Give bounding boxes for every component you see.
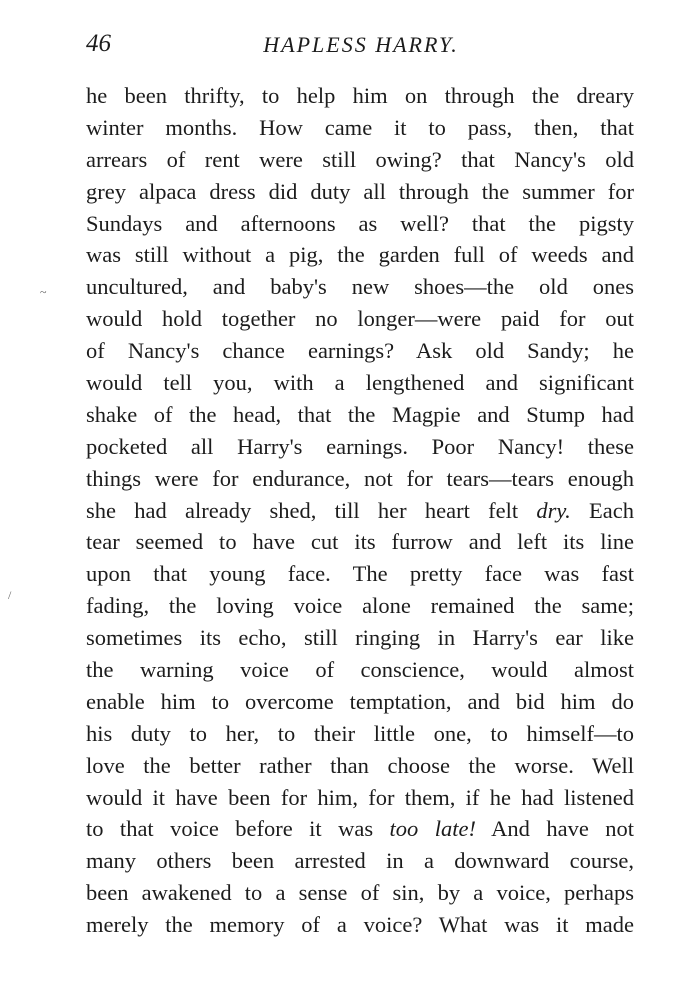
text-line xyxy=(86,495,634,527)
text-line: grey alpaca dress did duty all through the summer for xyxy=(86,178,634,204)
text-line: tear seemed to have cut its furrow and left its line xyxy=(86,529,634,555)
text-line: would it have been for him, for them, if he had listened xyxy=(86,784,634,810)
text-line: many others been arrested in a downward course, xyxy=(86,848,634,874)
text-line: merely the memory of a voice? What was it made xyxy=(86,912,634,938)
running-head xyxy=(86,30,636,62)
italic-emphasis: dry. xyxy=(536,497,571,523)
text-line: would tell you, with a lengthened and significant xyxy=(86,370,634,396)
text-line: would hold together no longer—were paid for out xyxy=(86,306,634,332)
text-segment: she had already shed, till her heart felt xyxy=(86,497,537,523)
text-line: he been thrifty, to help him on through the dreary xyxy=(86,83,634,108)
text-line: arrears of rent were still owing? that Nancy's old xyxy=(86,146,634,172)
text-line: been awakened to a sense of sin, by a voice, perhaps xyxy=(86,880,634,906)
text-line: winter months. How came it to pass, then, that xyxy=(86,114,634,140)
margin-speck: ~ xyxy=(40,285,47,299)
text-line xyxy=(86,813,634,845)
text-line: things were for endurance, not for tears—tears enough xyxy=(86,465,634,491)
text-line: was still without a pig, the garden full of weeds and xyxy=(86,242,634,268)
text-segment: Each xyxy=(570,497,635,523)
text-line: shake of the head, that the Magpie and Stump had xyxy=(86,401,634,427)
body-text xyxy=(86,80,634,941)
italic-emphasis: too late! xyxy=(389,816,476,842)
text-line: sometimes its echo, still ringing in Harry's ear like xyxy=(86,625,634,651)
text-line: enable him to overcome temptation, and bid him do xyxy=(86,688,634,714)
text-line: of Nancy's chance earnings? Ask old Sandy; he xyxy=(86,338,634,364)
text-segment: And have not xyxy=(475,816,635,842)
margin-speck: / xyxy=(8,588,12,602)
text-line: upon that young face. The pretty face was fast xyxy=(86,561,634,587)
text-line: his duty to her, to their little one, to himself—to xyxy=(86,720,634,746)
text-line: uncultured, and baby's new shoes—the old ones xyxy=(86,274,634,300)
text-line: fading, the loving voice alone remained the same; xyxy=(86,593,634,619)
running-title: HAPLESS HARRY. xyxy=(263,32,459,57)
text-segment: to that voice before it was xyxy=(86,816,390,842)
text-line: love the better rather than choose the worse. Well xyxy=(86,752,634,778)
text-line: the warning voice of conscience, would almost xyxy=(86,657,634,683)
text-line: pocketed all Harry's earnings. Poor Nancy! these xyxy=(86,433,634,459)
text-line: Sundays and afternoons as well? that the pigsty xyxy=(86,210,634,236)
page-number: 46 xyxy=(86,30,111,57)
